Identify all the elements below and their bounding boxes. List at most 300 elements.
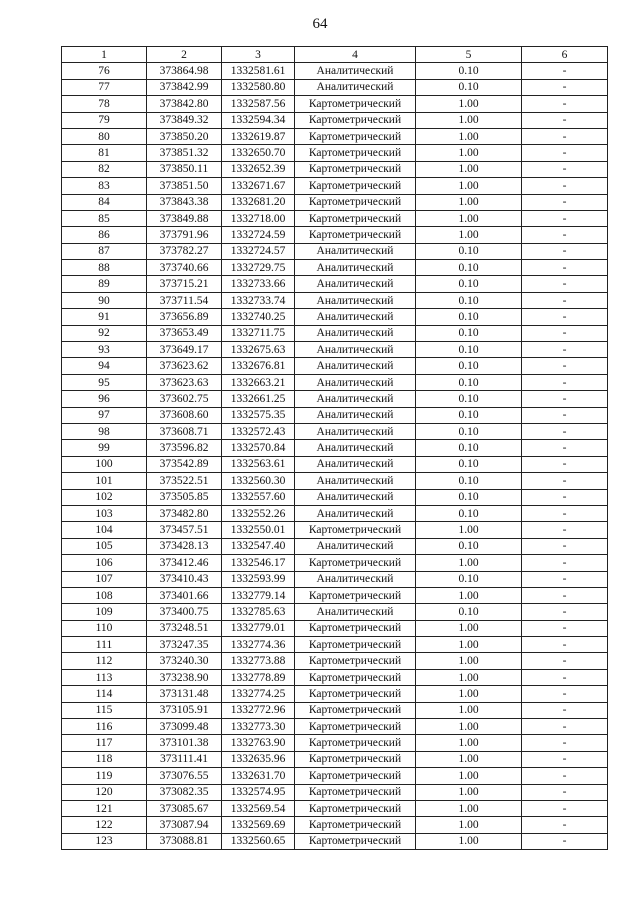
note-cell: - (522, 374, 608, 390)
point-number-cell: 79 (62, 112, 147, 128)
method-cell: Аналитический (295, 79, 416, 95)
method-cell: Аналитический (295, 260, 416, 276)
page-number: 64 (312, 16, 328, 32)
table-row (62, 653, 608, 669)
point-number-cell: 117 (62, 735, 147, 751)
method-cell: Картометрический (295, 227, 416, 243)
y-coordinate-cell: 1332563.61 (222, 456, 295, 472)
note-cell: - (522, 800, 608, 816)
x-coordinate-cell: 373782.27 (147, 243, 222, 259)
y-coordinate-cell: 1332546.17 (222, 555, 295, 571)
note-cell: - (522, 538, 608, 554)
note-cell: - (522, 522, 608, 538)
note-cell: - (522, 473, 608, 489)
table-row (62, 440, 608, 456)
table-row (62, 96, 608, 112)
method-cell: Аналитический (295, 391, 416, 407)
note-cell: - (522, 292, 608, 308)
point-number-cell: 89 (62, 276, 147, 292)
table-row (62, 768, 608, 784)
method-cell: Картометрический (295, 112, 416, 128)
y-coordinate-cell: 1332575.35 (222, 407, 295, 423)
note-cell: - (522, 751, 608, 767)
y-coordinate-cell: 1332572.43 (222, 423, 295, 439)
precision-cell: 1.00 (416, 751, 522, 767)
y-coordinate-cell: 1332560.30 (222, 473, 295, 489)
method-cell: Картометрический (295, 145, 416, 161)
x-coordinate-cell: 373653.49 (147, 325, 222, 341)
table-row (62, 178, 608, 194)
y-coordinate-cell: 1332724.57 (222, 243, 295, 259)
y-coordinate-cell: 1332778.89 (222, 669, 295, 685)
point-number-cell: 85 (62, 210, 147, 226)
precision-cell: 1.00 (416, 833, 522, 849)
column-header: 2 (147, 47, 222, 63)
precision-cell: 0.10 (416, 260, 522, 276)
note-cell: - (522, 276, 608, 292)
note-cell: - (522, 227, 608, 243)
table-row (62, 342, 608, 358)
point-number-cell: 120 (62, 784, 147, 800)
table-row (62, 128, 608, 144)
table-row (62, 669, 608, 685)
precision-cell: 0.10 (416, 423, 522, 439)
note-cell: - (522, 571, 608, 587)
table-row (62, 751, 608, 767)
y-coordinate-cell: 1332550.01 (222, 522, 295, 538)
method-cell: Аналитический (295, 489, 416, 505)
note-cell: - (522, 456, 608, 472)
y-coordinate-cell: 1332773.88 (222, 653, 295, 669)
x-coordinate-cell: 373608.60 (147, 407, 222, 423)
note-cell: - (522, 768, 608, 784)
x-coordinate-cell: 373715.21 (147, 276, 222, 292)
table-row (62, 784, 608, 800)
note-cell: - (522, 358, 608, 374)
table-row (62, 456, 608, 472)
x-coordinate-cell: 373111.41 (147, 751, 222, 767)
point-number-cell: 94 (62, 358, 147, 374)
table-row (62, 194, 608, 210)
precision-cell: 0.10 (416, 358, 522, 374)
method-cell: Аналитический (295, 243, 416, 259)
precision-cell: 0.10 (416, 391, 522, 407)
note-cell: - (522, 342, 608, 358)
x-coordinate-cell: 373238.90 (147, 669, 222, 685)
note-cell: - (522, 96, 608, 112)
table-row (62, 637, 608, 653)
x-coordinate-cell: 373088.81 (147, 833, 222, 849)
table-row (62, 210, 608, 226)
point-number-cell: 99 (62, 440, 147, 456)
table-row (62, 407, 608, 423)
note-cell: - (522, 505, 608, 521)
table-row (62, 243, 608, 259)
method-cell: Аналитический (295, 63, 416, 79)
point-number-cell: 101 (62, 473, 147, 489)
note-cell: - (522, 309, 608, 325)
note-cell: - (522, 145, 608, 161)
method-cell: Картометрический (295, 817, 416, 833)
y-coordinate-cell: 1332740.25 (222, 309, 295, 325)
point-number-cell: 100 (62, 456, 147, 472)
point-number-cell: 118 (62, 751, 147, 767)
x-coordinate-cell: 373843.38 (147, 194, 222, 210)
y-coordinate-cell: 1332635.96 (222, 751, 295, 767)
table-row (62, 555, 608, 571)
x-coordinate-cell: 373596.82 (147, 440, 222, 456)
x-coordinate-cell: 373656.89 (147, 309, 222, 325)
x-coordinate-cell: 373849.32 (147, 112, 222, 128)
method-cell: Картометрический (295, 128, 416, 144)
y-coordinate-cell: 1332587.56 (222, 96, 295, 112)
precision-cell: 1.00 (416, 522, 522, 538)
precision-cell: 1.00 (416, 817, 522, 833)
y-coordinate-cell: 1332652.39 (222, 161, 295, 177)
precision-cell: 1.00 (416, 637, 522, 653)
note-cell: - (522, 194, 608, 210)
note-cell: - (522, 391, 608, 407)
point-number-cell: 112 (62, 653, 147, 669)
x-coordinate-cell: 373099.48 (147, 719, 222, 735)
table-row (62, 374, 608, 390)
method-cell: Картометрический (295, 653, 416, 669)
x-coordinate-cell: 373851.50 (147, 178, 222, 194)
x-coordinate-cell: 373085.67 (147, 800, 222, 816)
x-coordinate-cell: 373602.75 (147, 391, 222, 407)
table-row (62, 571, 608, 587)
y-coordinate-cell: 1332763.90 (222, 735, 295, 751)
method-cell: Картометрический (295, 555, 416, 571)
method-cell: Аналитический (295, 407, 416, 423)
note-cell: - (522, 112, 608, 128)
point-number-cell: 111 (62, 637, 147, 653)
precision-cell: 1.00 (416, 784, 522, 800)
table-row (62, 112, 608, 128)
precision-cell: 1.00 (416, 555, 522, 571)
x-coordinate-cell: 373542.89 (147, 456, 222, 472)
note-cell: - (522, 555, 608, 571)
x-coordinate-cell: 373505.85 (147, 489, 222, 505)
note-cell: - (522, 423, 608, 439)
column-header: 3 (222, 47, 295, 63)
precision-cell: 0.10 (416, 63, 522, 79)
point-number-cell: 90 (62, 292, 147, 308)
note-cell: - (522, 653, 608, 669)
point-number-cell: 84 (62, 194, 147, 210)
table-row (62, 145, 608, 161)
table-row (62, 260, 608, 276)
x-coordinate-cell: 373400.75 (147, 604, 222, 620)
y-coordinate-cell: 1332681.20 (222, 194, 295, 210)
y-coordinate-cell: 1332557.60 (222, 489, 295, 505)
precision-cell: 0.10 (416, 243, 522, 259)
y-coordinate-cell: 1332581.61 (222, 63, 295, 79)
y-coordinate-cell: 1332547.40 (222, 538, 295, 554)
y-coordinate-cell: 1332593.99 (222, 571, 295, 587)
y-coordinate-cell: 1332560.65 (222, 833, 295, 849)
method-cell: Картометрический (295, 210, 416, 226)
method-cell: Аналитический (295, 473, 416, 489)
point-number-cell: 80 (62, 128, 147, 144)
precision-cell: 1.00 (416, 768, 522, 784)
point-number-cell: 119 (62, 768, 147, 784)
point-number-cell: 92 (62, 325, 147, 341)
point-number-cell: 103 (62, 505, 147, 521)
method-cell: Аналитический (295, 456, 416, 472)
y-coordinate-cell: 1332774.25 (222, 686, 295, 702)
note-cell: - (522, 735, 608, 751)
x-coordinate-cell: 373101.38 (147, 735, 222, 751)
point-number-cell: 82 (62, 161, 147, 177)
note-cell: - (522, 243, 608, 259)
x-coordinate-cell: 373842.80 (147, 96, 222, 112)
x-coordinate-cell: 373401.66 (147, 587, 222, 603)
point-number-cell: 108 (62, 587, 147, 603)
precision-cell: 1.00 (416, 702, 522, 718)
point-number-cell: 116 (62, 719, 147, 735)
point-number-cell: 96 (62, 391, 147, 407)
x-coordinate-cell: 373850.11 (147, 161, 222, 177)
table-row (62, 309, 608, 325)
x-coordinate-cell: 373087.94 (147, 817, 222, 833)
precision-cell: 1.00 (416, 194, 522, 210)
method-cell: Картометрический (295, 784, 416, 800)
y-coordinate-cell: 1332631.70 (222, 768, 295, 784)
point-number-cell: 91 (62, 309, 147, 325)
y-coordinate-cell: 1332569.54 (222, 800, 295, 816)
point-number-cell: 121 (62, 800, 147, 816)
precision-cell: 1.00 (416, 735, 522, 751)
y-coordinate-cell: 1332594.34 (222, 112, 295, 128)
coordinates-table (61, 46, 608, 850)
precision-cell: 1.00 (416, 800, 522, 816)
precision-cell: 0.10 (416, 407, 522, 423)
table-row (62, 833, 608, 849)
x-coordinate-cell: 373482.80 (147, 505, 222, 521)
precision-cell: 0.10 (416, 309, 522, 325)
table-row (62, 325, 608, 341)
table-row (62, 63, 608, 79)
y-coordinate-cell: 1332552.26 (222, 505, 295, 521)
y-coordinate-cell: 1332574.95 (222, 784, 295, 800)
y-coordinate-cell: 1332650.70 (222, 145, 295, 161)
method-cell: Картометрический (295, 620, 416, 636)
table-row (62, 538, 608, 554)
y-coordinate-cell: 1332569.69 (222, 817, 295, 833)
note-cell: - (522, 63, 608, 79)
point-number-cell: 76 (62, 63, 147, 79)
point-number-cell: 106 (62, 555, 147, 571)
table-row (62, 489, 608, 505)
precision-cell: 0.10 (416, 276, 522, 292)
y-coordinate-cell: 1332779.14 (222, 587, 295, 603)
table-row (62, 161, 608, 177)
note-cell: - (522, 686, 608, 702)
note-cell: - (522, 161, 608, 177)
method-cell: Аналитический (295, 309, 416, 325)
table-row (62, 423, 608, 439)
x-coordinate-cell: 373131.48 (147, 686, 222, 702)
x-coordinate-cell: 373410.43 (147, 571, 222, 587)
point-number-cell: 122 (62, 817, 147, 833)
y-coordinate-cell: 1332773.30 (222, 719, 295, 735)
x-coordinate-cell: 373076.55 (147, 768, 222, 784)
method-cell: Картометрический (295, 96, 416, 112)
method-cell: Аналитический (295, 325, 416, 341)
precision-cell: 0.10 (416, 456, 522, 472)
point-number-cell: 86 (62, 227, 147, 243)
point-number-cell: 114 (62, 686, 147, 702)
note-cell: - (522, 669, 608, 685)
point-number-cell: 93 (62, 342, 147, 358)
table-row (62, 719, 608, 735)
table-row (62, 604, 608, 620)
method-cell: Аналитический (295, 342, 416, 358)
method-cell: Картометрический (295, 800, 416, 816)
point-number-cell: 102 (62, 489, 147, 505)
x-coordinate-cell: 373711.54 (147, 292, 222, 308)
method-cell: Картометрический (295, 833, 416, 849)
table-body (62, 63, 608, 850)
note-cell: - (522, 128, 608, 144)
precision-cell: 1.00 (416, 719, 522, 735)
precision-cell: 0.10 (416, 473, 522, 489)
table-row (62, 79, 608, 95)
method-cell: Картометрический (295, 686, 416, 702)
point-number-cell: 104 (62, 522, 147, 538)
method-cell: Аналитический (295, 374, 416, 390)
y-coordinate-cell: 1332663.21 (222, 374, 295, 390)
precision-cell: 1.00 (416, 669, 522, 685)
point-number-cell: 81 (62, 145, 147, 161)
method-cell: Картометрический (295, 161, 416, 177)
x-coordinate-cell: 373842.99 (147, 79, 222, 95)
method-cell: Картометрический (295, 768, 416, 784)
precision-cell: 1.00 (416, 178, 522, 194)
x-coordinate-cell: 373105.91 (147, 702, 222, 718)
note-cell: - (522, 407, 608, 423)
note-cell: - (522, 833, 608, 849)
y-coordinate-cell: 1332724.59 (222, 227, 295, 243)
note-cell: - (522, 702, 608, 718)
x-coordinate-cell: 373623.63 (147, 374, 222, 390)
method-cell: Картометрический (295, 637, 416, 653)
precision-cell: 1.00 (416, 210, 522, 226)
method-cell: Аналитический (295, 276, 416, 292)
note-cell: - (522, 587, 608, 603)
table-row (62, 817, 608, 833)
precision-cell: 0.10 (416, 538, 522, 554)
precision-cell: 1.00 (416, 686, 522, 702)
column-header: 4 (295, 47, 416, 63)
precision-cell: 1.00 (416, 112, 522, 128)
point-number-cell: 87 (62, 243, 147, 259)
method-cell: Картометрический (295, 522, 416, 538)
precision-cell: 0.10 (416, 604, 522, 620)
table-row (62, 686, 608, 702)
x-coordinate-cell: 373082.35 (147, 784, 222, 800)
precision-cell: 0.10 (416, 374, 522, 390)
note-cell: - (522, 719, 608, 735)
note-cell: - (522, 784, 608, 800)
x-coordinate-cell: 373791.96 (147, 227, 222, 243)
table-row (62, 505, 608, 521)
method-cell: Аналитический (295, 440, 416, 456)
table-row (62, 276, 608, 292)
y-coordinate-cell: 1332661.25 (222, 391, 295, 407)
note-cell: - (522, 440, 608, 456)
note-cell: - (522, 325, 608, 341)
y-coordinate-cell: 1332785.63 (222, 604, 295, 620)
y-coordinate-cell: 1332580.80 (222, 79, 295, 95)
precision-cell: 0.10 (416, 489, 522, 505)
point-number-cell: 97 (62, 407, 147, 423)
point-number-cell: 95 (62, 374, 147, 390)
method-cell: Картометрический (295, 702, 416, 718)
method-cell: Аналитический (295, 423, 416, 439)
x-coordinate-cell: 373864.98 (147, 63, 222, 79)
point-number-cell: 105 (62, 538, 147, 554)
table-row (62, 227, 608, 243)
point-number-cell: 98 (62, 423, 147, 439)
method-cell: Аналитический (295, 538, 416, 554)
x-coordinate-cell: 373240.30 (147, 653, 222, 669)
method-cell: Аналитический (295, 292, 416, 308)
x-coordinate-cell: 373522.51 (147, 473, 222, 489)
x-coordinate-cell: 373428.13 (147, 538, 222, 554)
point-number-cell: 123 (62, 833, 147, 849)
note-cell: - (522, 178, 608, 194)
precision-cell: 1.00 (416, 620, 522, 636)
precision-cell: 1.00 (416, 145, 522, 161)
table-row (62, 391, 608, 407)
note-cell: - (522, 489, 608, 505)
y-coordinate-cell: 1332570.84 (222, 440, 295, 456)
method-cell: Картометрический (295, 751, 416, 767)
table-header (62, 47, 608, 63)
y-coordinate-cell: 1332772.96 (222, 702, 295, 718)
point-number-cell: 110 (62, 620, 147, 636)
note-cell: - (522, 637, 608, 653)
column-header: 6 (522, 47, 608, 63)
x-coordinate-cell: 373740.66 (147, 260, 222, 276)
precision-cell: 0.10 (416, 505, 522, 521)
y-coordinate-cell: 1332676.81 (222, 358, 295, 374)
precision-cell: 1.00 (416, 96, 522, 112)
y-coordinate-cell: 1332774.36 (222, 637, 295, 653)
column-header: 5 (416, 47, 522, 63)
header-row (62, 47, 608, 63)
y-coordinate-cell: 1332711.75 (222, 325, 295, 341)
y-coordinate-cell: 1332718.00 (222, 210, 295, 226)
point-number-cell: 107 (62, 571, 147, 587)
x-coordinate-cell: 373649.17 (147, 342, 222, 358)
table-row (62, 620, 608, 636)
method-cell: Аналитический (295, 571, 416, 587)
table-row (62, 358, 608, 374)
y-coordinate-cell: 1332619.87 (222, 128, 295, 144)
x-coordinate-cell: 373248.51 (147, 620, 222, 636)
precision-cell: 0.10 (416, 325, 522, 341)
x-coordinate-cell: 373457.51 (147, 522, 222, 538)
note-cell: - (522, 604, 608, 620)
method-cell: Аналитический (295, 505, 416, 521)
precision-cell: 1.00 (416, 161, 522, 177)
note-cell: - (522, 210, 608, 226)
note-cell: - (522, 79, 608, 95)
point-number-cell: 115 (62, 702, 147, 718)
